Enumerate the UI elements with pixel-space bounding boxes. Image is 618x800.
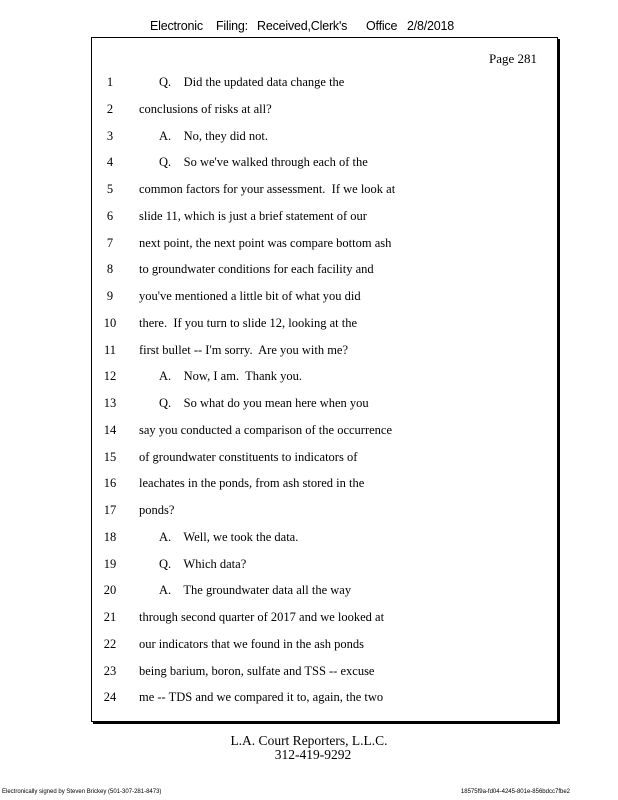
line-number: 1 (106, 75, 114, 89)
line-number: 4 (106, 155, 114, 170)
document-hash: 18575f9a-fd04-4245-801e-856bdcc7fbe2 (460, 789, 570, 795)
line-text: our indicators that we found in the ash ponds (139, 636, 364, 651)
line-number: 16 (103, 476, 117, 491)
transcript-line (92, 155, 557, 173)
line-text: A. Now, I am. Thank you. (159, 369, 303, 384)
line-number: 23 (103, 663, 117, 678)
line-number: 21 (103, 610, 117, 624)
line-number: 9 (106, 289, 114, 303)
transcript-line (92, 262, 557, 280)
line-number: 5 (106, 182, 114, 196)
line-number: 18 (103, 529, 117, 544)
transcript-line (92, 369, 557, 387)
transcript-line (92, 610, 557, 628)
line-text: to groundwater conditions for each facility and (139, 262, 374, 277)
transcript-line (92, 236, 557, 254)
line-text: conclusions of risks at all? (139, 101, 272, 116)
reporter-phone: 312-419-9292 (274, 747, 352, 762)
line-number: 7 (106, 235, 114, 250)
transcript-line (92, 476, 557, 494)
line-text: there. If you turn to slide 12, looking at the (139, 315, 358, 330)
line-text: Q. Did the updated data change the (159, 75, 345, 89)
stamp-word-date: 2/8/2018 (407, 19, 455, 33)
line-number: 15 (103, 449, 117, 464)
line-number: 13 (103, 396, 117, 410)
line-text: being barium, boron, sulfate and TSS -- excuse (139, 663, 375, 678)
line-text: leachates in the ponds, from ash stored in the (139, 476, 365, 491)
line-text: next point, the next point was compare bottom ash (139, 235, 392, 250)
transcript-line (92, 75, 557, 93)
stamp-word-office: Office (366, 19, 398, 33)
transcript-line (92, 583, 557, 601)
transcript-line (92, 102, 557, 120)
line-number: 22 (103, 636, 117, 651)
line-text: A. The groundwater data all the way (159, 583, 352, 598)
line-number: 6 (106, 208, 114, 223)
transcript-line (92, 450, 557, 468)
line-text: ponds? (139, 503, 175, 517)
line-number: 14 (103, 422, 117, 437)
transcript-line (92, 343, 557, 361)
transcript-line (92, 503, 557, 521)
transcript-line (92, 289, 557, 307)
transcript-line (92, 664, 557, 682)
line-number: 24 (103, 690, 117, 705)
transcript-line (92, 530, 557, 548)
transcript-line (92, 423, 557, 441)
stamp-word-received: Received,Clerk's (257, 19, 348, 33)
line-number: 17 (103, 503, 117, 517)
line-number: 8 (106, 262, 114, 277)
transcript-line (92, 396, 557, 414)
line-number: 19 (103, 556, 117, 571)
line-text: through second quarter of 2017 and we looked at (139, 610, 385, 624)
transcript-line (92, 316, 557, 334)
reporter-name: L.A. Court Reporters, L.L.C. (230, 733, 388, 748)
line-number: 20 (103, 583, 117, 598)
line-text: me -- TDS and we compared it to, again, the two (139, 690, 384, 705)
stamp-word-electronic: Electronic (150, 19, 203, 33)
line-number: 2 (106, 101, 114, 116)
transcript-line (92, 182, 557, 200)
line-text: first bullet -- I'm sorry. Are you with me? (139, 342, 349, 357)
transcript-line (92, 637, 557, 655)
stamp-word-filing: Filing: (216, 19, 248, 33)
line-text: Q. Which data? (159, 556, 247, 571)
transcript-line (92, 129, 557, 147)
e-signature: Electronically signed by Steven Brickey (501-307-281-8473) (2, 789, 162, 795)
line-text: you've mentioned a little bit of what you did (139, 289, 361, 303)
line-number: 12 (103, 369, 117, 384)
transcript-line (92, 557, 557, 575)
line-number: 3 (106, 128, 114, 143)
line-text: of groundwater constituents to indicators of (139, 449, 358, 464)
line-text: common factors for your assessment. If we look at (139, 182, 396, 196)
transcript-line (92, 209, 557, 227)
line-text: say you conducted a comparison of the occurrence (139, 422, 393, 437)
line-text: Q. So we've walked through each of the (159, 155, 368, 170)
line-number: 10 (103, 315, 117, 330)
line-text: slide 11, which is just a brief statement of our (139, 208, 367, 223)
page-number: Page 281 (488, 51, 537, 66)
line-text: A. Well, we took the data. (159, 529, 299, 544)
transcript-line (92, 690, 557, 708)
transcript-page (91, 37, 558, 722)
line-text: Q. So what do you mean here when you (159, 396, 369, 410)
line-number: 11 (103, 342, 117, 357)
line-text: A. No, they did not. (159, 128, 269, 143)
